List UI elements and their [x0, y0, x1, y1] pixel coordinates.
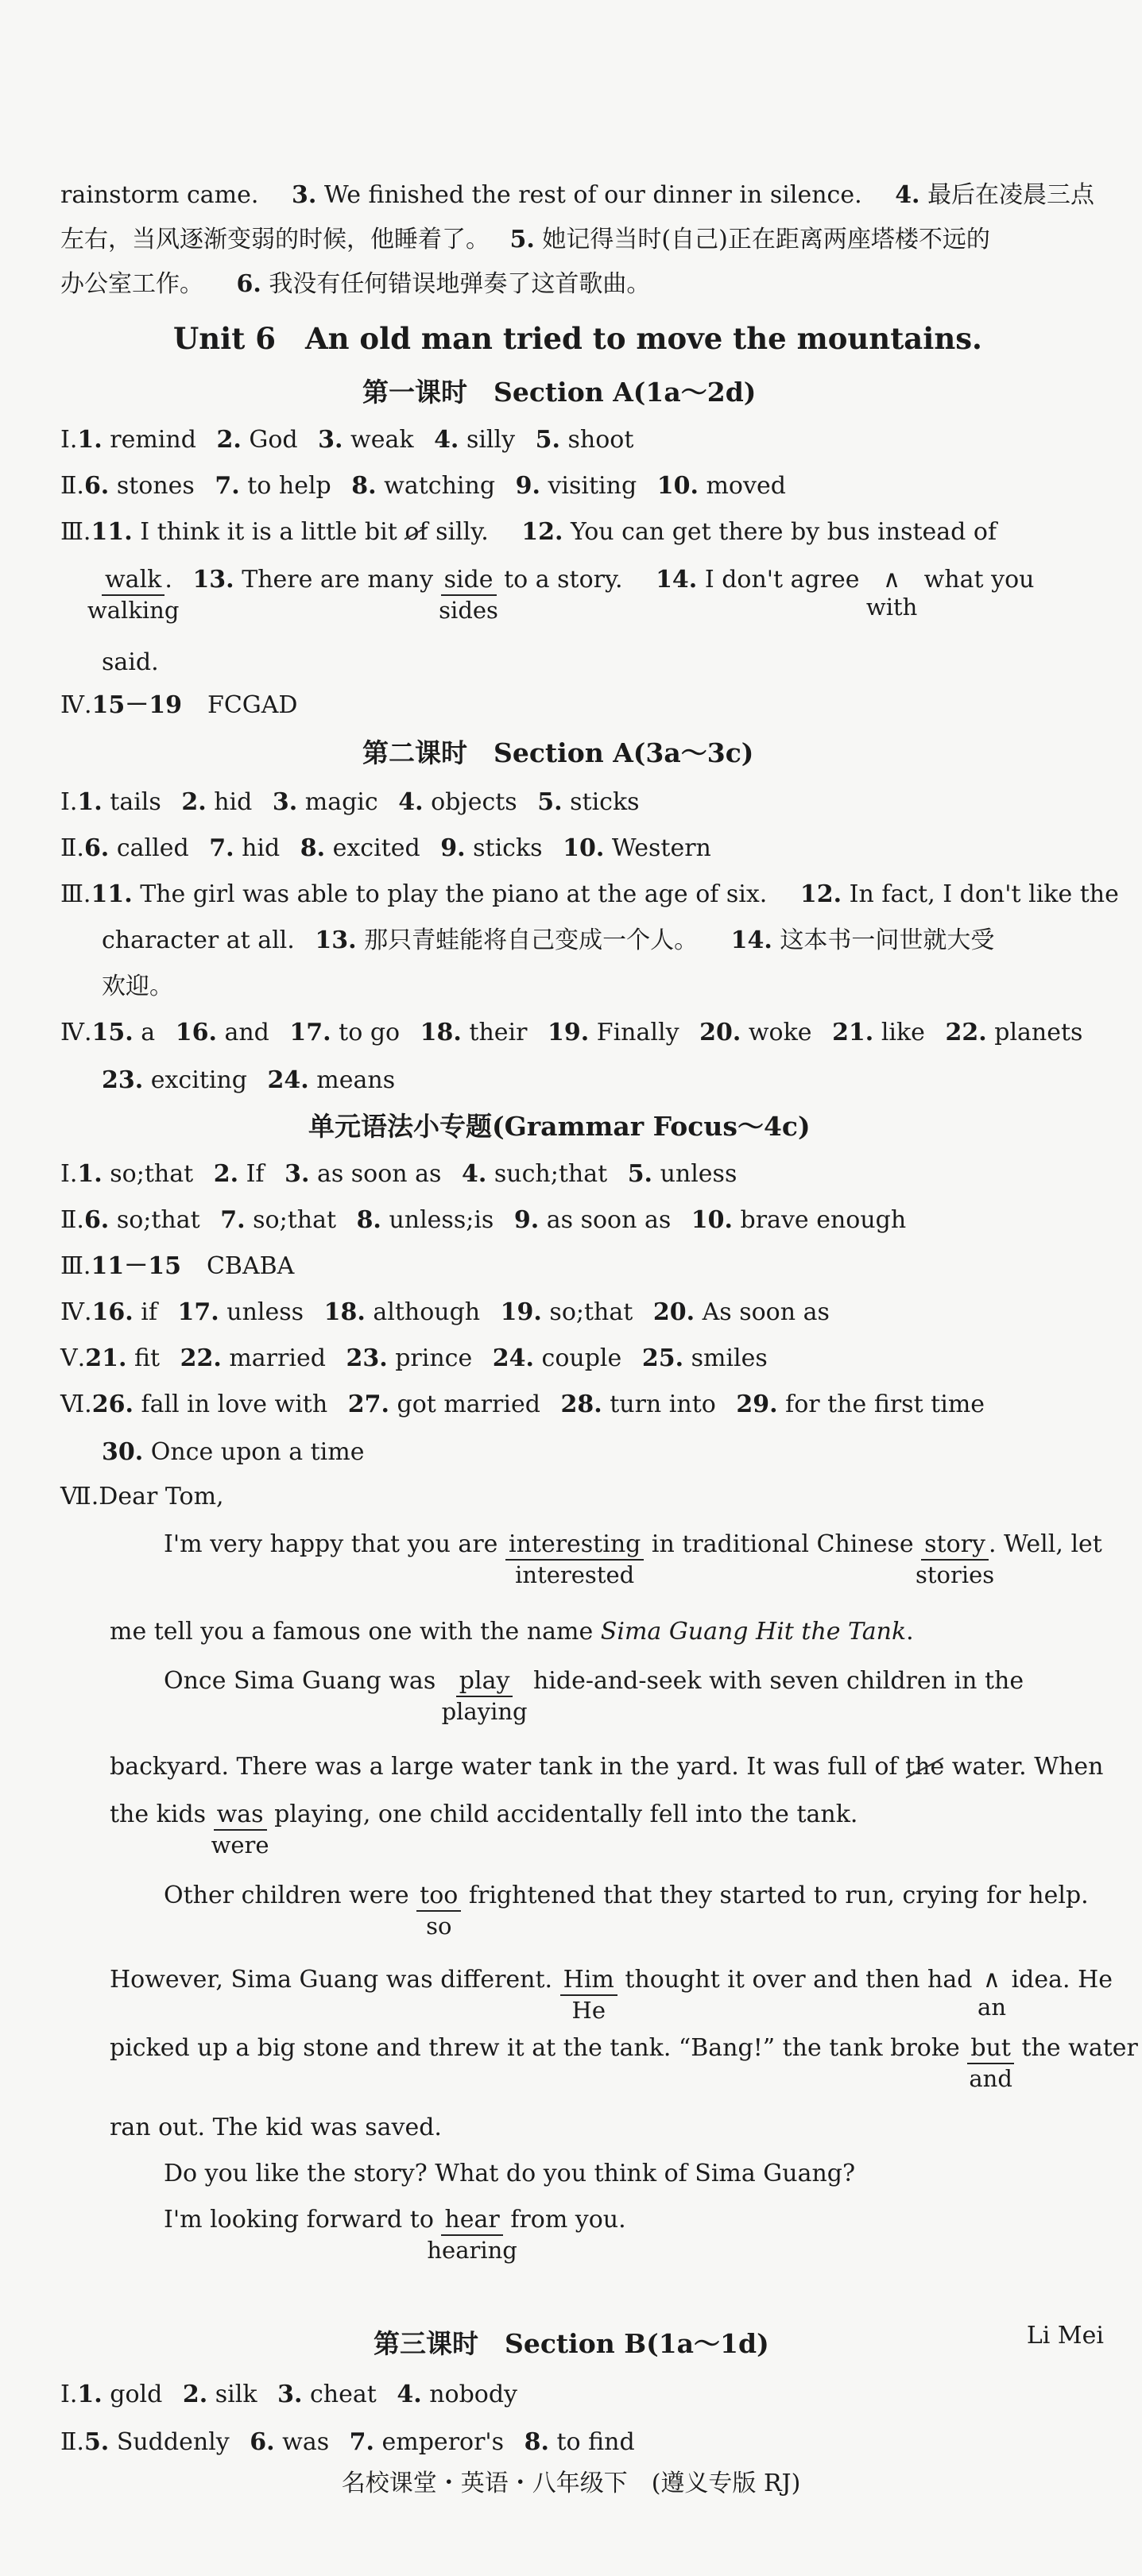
- lesson2-IV-line1: Ⅳ.15. a 16. and 17. to go 18. their 19. Finally 20. woke 21. like 22. planets: [60, 1019, 1083, 1046]
- signature: Li Mei: [1026, 2322, 1104, 2350]
- correction-interesting: interesting interested: [505, 1530, 644, 1561]
- letter-p5: Do you like the story? What do you think of Sima Guang?: [164, 2160, 856, 2187]
- correction-side: side sides: [439, 566, 498, 624]
- grammar-III: Ⅲ.11－15 CBABA: [60, 1252, 295, 1280]
- letter-p3: Other children were too so frightened that they started to run, crying for help.: [164, 1882, 1089, 1940]
- correction-hear: hear hearing: [427, 2206, 517, 2264]
- letter-p4-line2: picked up a big stone and threw it at the tank. “Bang!” the tank broke but and the water: [110, 2034, 1138, 2092]
- insert-mark: ∧ with: [865, 566, 918, 621]
- correction-was: was were: [211, 1800, 269, 1859]
- letter-p2-line3: the kids was were playing, one child accidentally fell into the tank.: [110, 1800, 858, 1859]
- unit-title: Unit 6 An old man tried to move the mountains.: [173, 321, 982, 356]
- grammar-IV: Ⅳ.16. if 17. unless 18. although 19. so;that 20. As soon as: [60, 1298, 830, 1326]
- letter-p4-line3: ran out. The kid was saved.: [110, 2114, 442, 2141]
- correction-too: too so: [416, 1882, 461, 1912]
- struck-word-the: the: [905, 1753, 945, 1781]
- intro-line-1: rainstorm came. 3. We finished the rest of our dinner in silence. 4. 最后在凌晨三点: [60, 181, 1095, 209]
- correction-but: but and: [967, 2034, 1014, 2064]
- lesson1-III-line3: said.: [102, 648, 159, 676]
- lesson1-III-line1: Ⅲ.11. I think it is a little bit of silly. 12. You can get there by bus instead of: [60, 518, 997, 546]
- lesson2-IV-line2: 23. exciting 24. means: [102, 1066, 396, 1094]
- intro-line-2: 左右，当风逐渐变弱的时候，他睡着了。 5. 她记得当时(自己)正在距离两座塔楼不远的: [60, 226, 990, 253]
- lesson3-heading: 第三课时 Section B(1a～1d): [374, 2328, 769, 2359]
- letter-p2-line1: Once Sima Guang was play playing hide-and-seek with seven children in the: [164, 1667, 1024, 1725]
- grammar-VI-line1: Ⅵ.26. fall in love with 27. got married 28. turn into 29. for the first time: [60, 1390, 985, 1418]
- letter-p4-line1: However, Sima Guang was different. Him He thought it over and then had ∧ an idea. He: [110, 1966, 1113, 2024]
- lesson2-II: Ⅱ.6. called 7. hid 8. excited 9. sticks 10. Western: [60, 834, 711, 862]
- letter-p1-line1: I'm very happy that you are interesting interested in traditional Chinese story stories . Well, let: [164, 1530, 1102, 1588]
- lesson2-III-line1: Ⅲ.11. The girl was able to play the piano at the age of six. 12. In fact, I don't like the: [60, 880, 1119, 908]
- lesson1-I: Ⅰ.1. remind 2. God 3. weak 4. silly 5. shoot: [60, 426, 634, 454]
- correction-story: story stories: [915, 1530, 995, 1588]
- struck-word: of: [405, 518, 428, 546]
- page-footer: 名校课堂・英语・八年级下 (遵义专版 RJ): [341, 2470, 801, 2497]
- grammar-V: Ⅴ.21. fit 22. married 23. prince 24. couple 25. smiles: [60, 1344, 768, 1372]
- lesson2-III-line3: 欢迎。: [102, 973, 173, 1000]
- lesson2-I: Ⅰ.1. tails 2. hid 3. magic 4. objects 5. sticks: [60, 788, 640, 816]
- letter-p1-line2: me tell you a famous one with the name Sima Guang Hit the Tank.: [110, 1618, 914, 1646]
- lesson1-heading: 第一课时 Section A(1a～2d): [362, 377, 757, 408]
- lesson1-III-line2: walk walking . 13. There are many side sides to a story. 14. I don't agree ∧ with what you: [87, 566, 1035, 624]
- correction-walk: walk walking: [87, 566, 180, 624]
- lesson3-II: Ⅱ.5. Suddenly 6. was 7. emperor's 8. to find: [60, 2428, 635, 2456]
- grammar-I: Ⅰ.1. so;that 2. If 3. as soon as 4. such;that 5. unless: [60, 1160, 737, 1188]
- grammar-heading: 单元语法小专题(Grammar Focus～4c): [308, 1111, 811, 1142]
- grammar-II: Ⅱ.6. so;that 7. so;that 8. unless;is 9. as soon as 10. brave enough: [60, 1206, 907, 1234]
- letter-p2-line2: backyard. There was a large water tank in the yard. It was full of the water. When: [110, 1753, 1104, 1781]
- correction-him: Him He: [560, 1966, 617, 1996]
- correction-play: play playing: [441, 1667, 528, 1725]
- lesson2-III-line2: character at all. 13. 那只青蛙能将自己变成一个人。 14. 这本书一问世就大受: [102, 926, 995, 954]
- grammar-VII-greeting: Ⅶ.Dear Tom,: [60, 1483, 224, 1510]
- lesson1-IV: Ⅳ.15－19 FCGAD: [60, 691, 298, 719]
- letter-p6: I'm looking forward to hear hearing from you.: [164, 2206, 626, 2264]
- grammar-VI-line2: 30. Once upon a time: [102, 1438, 365, 1466]
- intro-line-3: 办公室工作。 6. 我没有任何错误地弹奏了这首歌曲。: [60, 270, 651, 298]
- lesson3-I: Ⅰ.1. gold 2. silk 3. cheat 4. nobody: [60, 2381, 518, 2408]
- lesson2-heading: 第二课时 Section A(3a～3c): [362, 737, 754, 768]
- lesson1-II: Ⅱ.6. stones 7. to help 8. watching 9. visiting 10. moved: [60, 472, 786, 500]
- insert-mark-an: ∧ an: [977, 1966, 1007, 2021]
